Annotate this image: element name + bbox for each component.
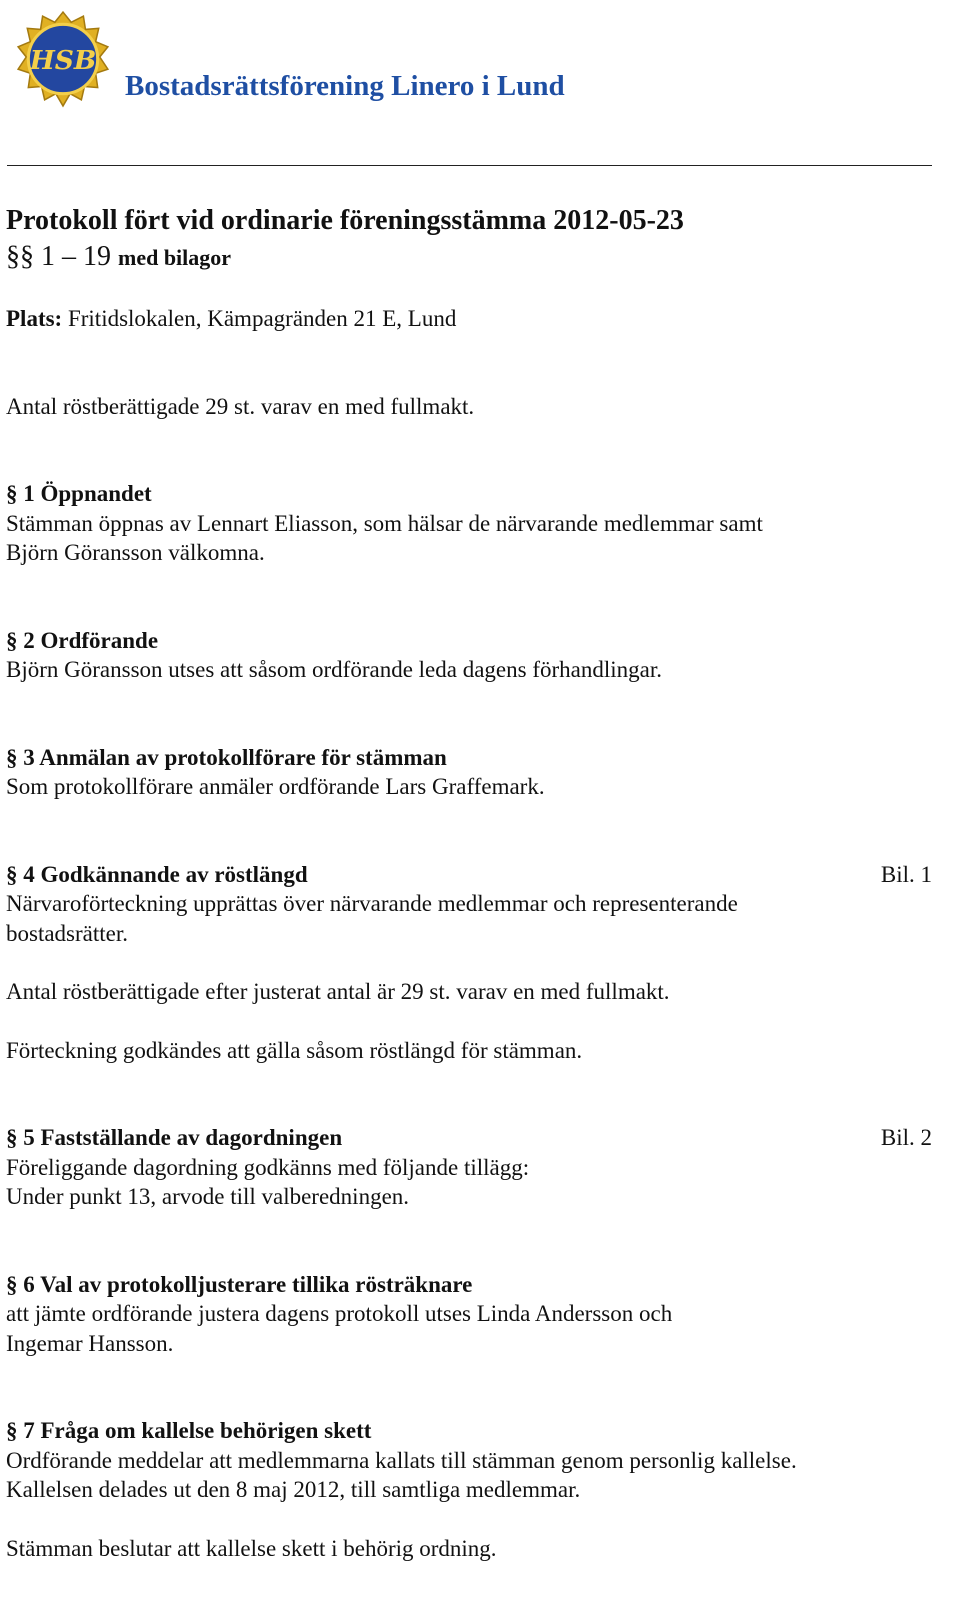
- section-7: [6, 1416, 932, 1563]
- attachment-reference: Bil. 1: [880, 861, 932, 887]
- section-text: Förteckning godkändes att gälla såsom röstlängd för stämman.: [6, 1037, 583, 1063]
- section-text: Föreliggande dagordning godkänns med följande tillägg:: [6, 1154, 530, 1180]
- section-heading: § 1 Öppnandet: [6, 481, 152, 506]
- section-heading: § 7 Fråga om kallelse behörigen skett: [6, 1418, 372, 1443]
- section-text: Stämman öppnas av Lennart Eliasson, som hälsar de närvarande medlemmar samt: [6, 510, 763, 536]
- document-subtitle: [6, 241, 932, 274]
- section-heading-text: § 4 Godkännande av röstlängd: [6, 861, 308, 887]
- section-4: [6, 860, 932, 1066]
- section-heading-text: § 5 Fastställande av dagordningen: [6, 1125, 343, 1150]
- svg-text:HSB: HSB: [29, 45, 97, 77]
- subtitle-suffix: med bilagor: [118, 245, 232, 270]
- section-heading: [6, 1123, 932, 1153]
- section-text: Under punkt 13, arvode till valberedningen.: [6, 1184, 410, 1209]
- protocol-document: [6, 205, 932, 1563]
- place-value: Fritidslokalen, Kämpagränden 21 E, Lund: [67, 306, 457, 331]
- section-text: Närvaroförteckning upprättas över närvarande medlemmar och representerande: [6, 891, 738, 916]
- section-text: Ordförande meddelar att medlemmarna kallats till stämman genom personlig kallelse.: [6, 1447, 797, 1473]
- section-text: Som protokollförare anmäler ordförande Lars Graffemark.: [6, 774, 545, 799]
- place-label: Plats:: [6, 306, 63, 331]
- attendance-count: Antal röstberättigade 29 st. varav en med fullmakt.: [6, 393, 475, 419]
- section-text: Antal röstberättigade efter justerat antal är 29 st. varav en med fullmakt.: [6, 979, 670, 1004]
- section-3: [6, 743, 932, 802]
- hsb-logo: [12, 8, 114, 110]
- section-heading: § 3 Anmälan av protokollförare för stämman: [6, 744, 447, 770]
- section-1: [6, 479, 932, 568]
- section-5: [6, 1123, 932, 1212]
- section-text: Björn Göransson välkomna.: [6, 540, 265, 565]
- section-2: [6, 626, 932, 685]
- document-title: Protokoll fört vid ordinarie föreningsstämma 2012-05-23: [6, 205, 684, 236]
- header-divider: [7, 165, 932, 166]
- section-text: att jämte ordförande justera dagens protokoll utses Linda Andersson och: [6, 1301, 673, 1326]
- section-heading: [6, 860, 932, 890]
- section-text: bostadsrätter.: [6, 920, 128, 946]
- section-heading: § 2 Ordförande: [6, 627, 159, 653]
- letterhead: [12, 8, 932, 118]
- meeting-place: [6, 304, 932, 334]
- section-heading: § 6 Val av protokolljusterare tillika rösträknare: [6, 1271, 473, 1297]
- section-text: Björn Göransson utses att såsom ordförande leda dagens förhandlingar.: [6, 657, 662, 682]
- section-text: Kallelsen delades ut den 8 maj 2012, till samtliga medlemmar.: [6, 1477, 581, 1502]
- section-6: [6, 1270, 932, 1359]
- section-range: §§ 1 – 19: [6, 241, 111, 272]
- attachment-reference: Bil. 2: [880, 1125, 932, 1150]
- organization-name: Bostadsrättsförening Linero i Lund: [125, 70, 565, 102]
- section-text: Stämman beslutar att kallelse skett i behörig ordning.: [6, 1535, 497, 1561]
- section-text: Ingemar Hansson.: [6, 1330, 174, 1356]
